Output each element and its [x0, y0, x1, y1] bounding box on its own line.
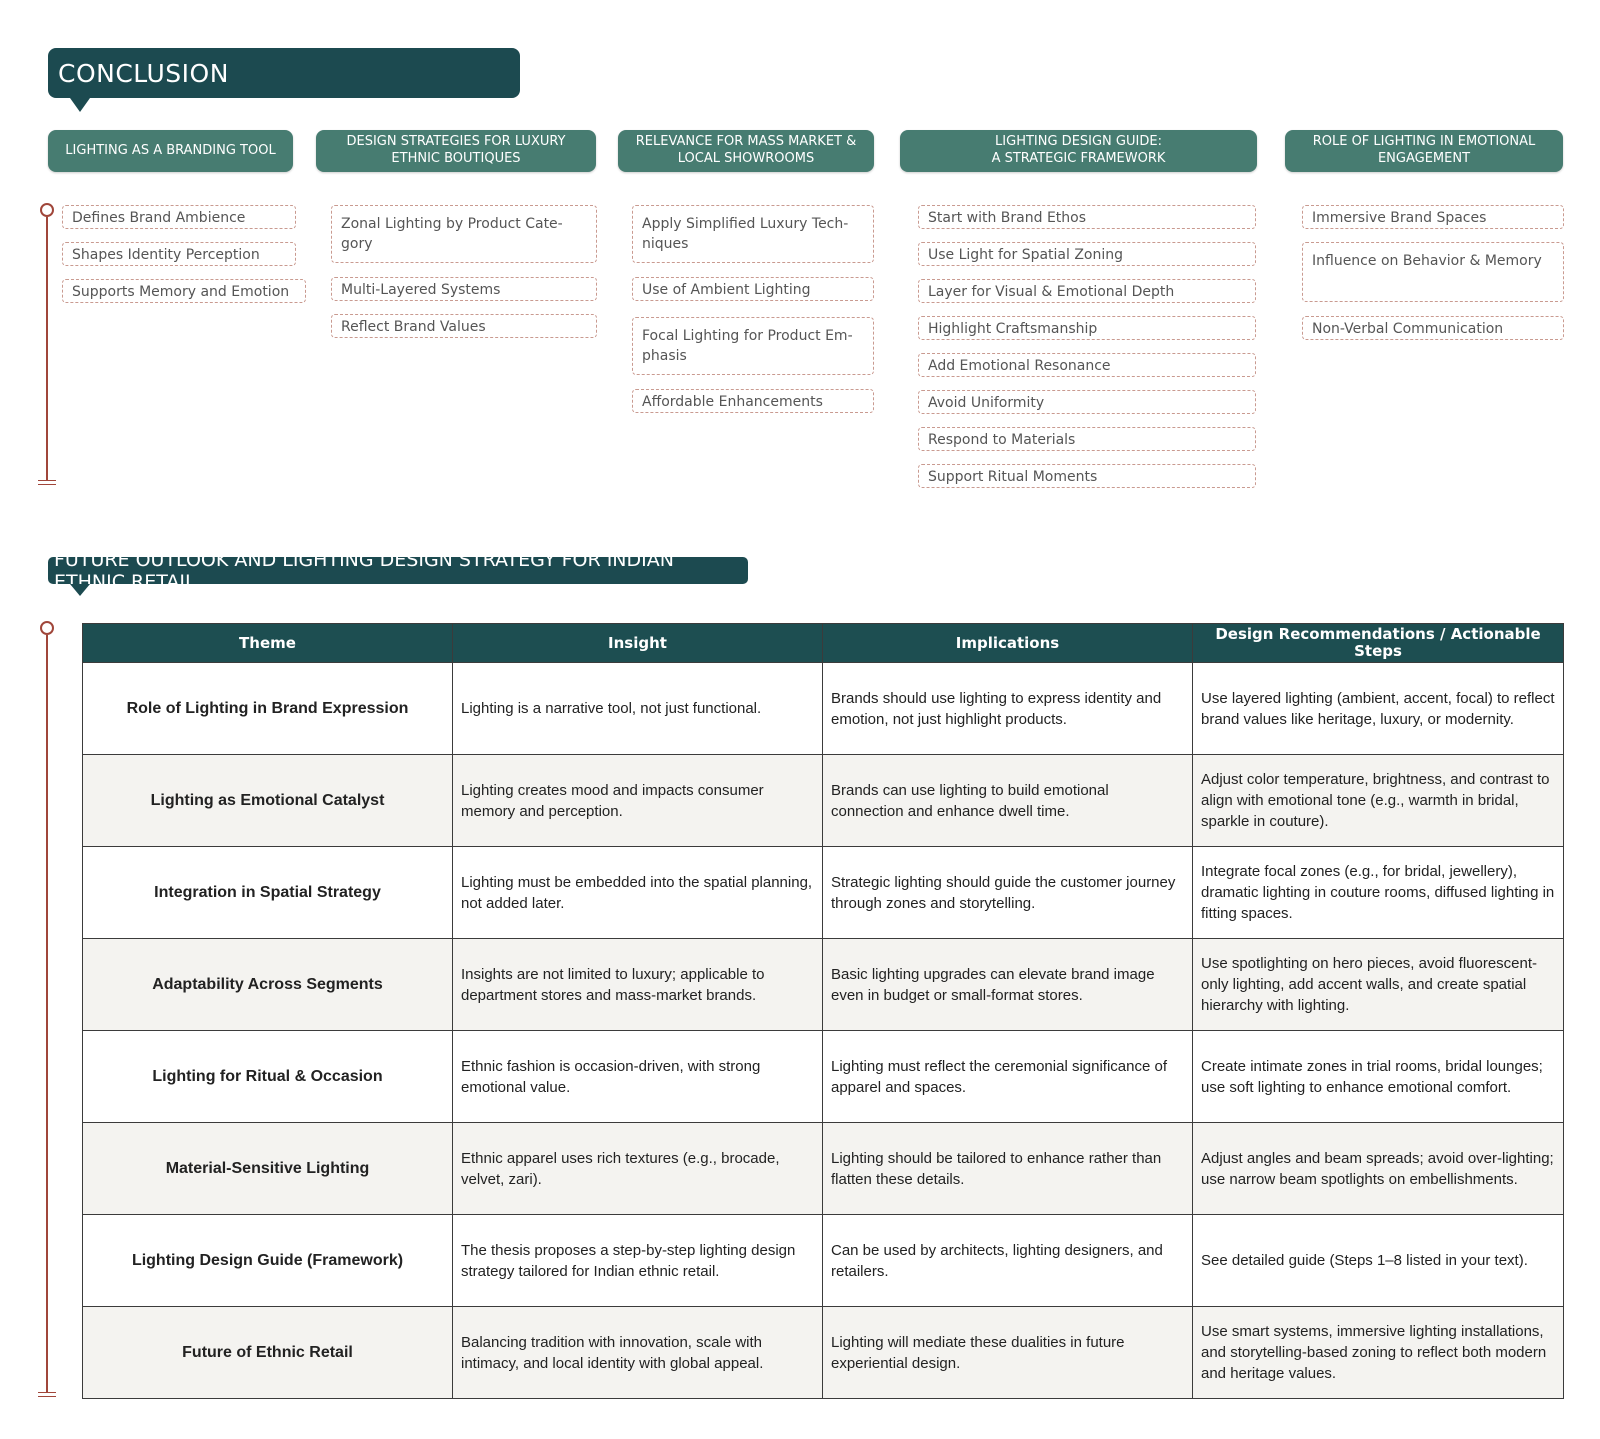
theme-cell: Material-Sensitive Lighting [83, 1123, 453, 1215]
insight-cell: Ethnic apparel uses rich textures (e.g., brocade, velvet, zari). [453, 1123, 823, 1215]
header-insight: Insight [453, 624, 823, 663]
insight-cell: Ethnic fashion is occasion-driven, with strong emotional value. [453, 1031, 823, 1123]
category-header: RELEVANCE FOR MASS MARKET & LOCAL SHOWROOMS [618, 130, 874, 172]
conclusion-point: Shapes Identity Perception [62, 242, 296, 266]
recommendations-cell: Integrate focal zones (e.g., for bridal, jewellery), dramatic lighting in couture rooms, diffused lighting in fitting spaces. [1193, 847, 1564, 939]
table-row [83, 1307, 1564, 1399]
insight-cell: Lighting creates mood and impacts consumer memory and perception. [453, 755, 823, 847]
insight-cell: Balancing tradition with innovation, scale with intimacy, and local identity with global appeal. [453, 1307, 823, 1399]
timeline-line [46, 635, 48, 1393]
implications-cell: Brands can use lighting to build emotional connection and enhance dwell time. [823, 755, 1193, 847]
conclusion-point: Supports Memory and Emotion [62, 279, 306, 303]
timeline-end-mark [38, 480, 56, 485]
recommendations-cell: See detailed guide (Steps 1–8 listed in your text). [1193, 1215, 1564, 1307]
theme-cell: Lighting Design Guide (Framework) [83, 1215, 453, 1307]
recommendations-cell: Adjust angles and beam spreads; avoid over-lighting; use narrow beam spotlights on embellishments. [1193, 1123, 1564, 1215]
timeline-start-dot [40, 621, 54, 635]
theme-cell: Lighting for Ritual & Occasion [83, 1031, 453, 1123]
timeline-end-mark [38, 1392, 56, 1397]
table-header-row [83, 624, 1564, 663]
implications-cell: Lighting will mediate these dualities in future experiential design. [823, 1307, 1193, 1399]
recommendations-cell: Use layered lighting (ambient, accent, focal) to reflect brand values like heritage, luxury, or modernity. [1193, 663, 1564, 755]
implications-cell: Can be used by architects, lighting designers, and retailers. [823, 1215, 1193, 1307]
future-outlook-title-text: FUTURE OUTLOOK AND LIGHTING DESIGN STRATEGY FOR INDIAN ETHNIC RETAIL [54, 548, 674, 593]
theme-cell: Integration in Spatial Strategy [83, 847, 453, 939]
conclusion-point: Layer for Visual & Emotional Depth [918, 279, 1256, 303]
table-row [83, 1123, 1564, 1215]
conclusion-point: Affordable Enhancements [632, 389, 874, 413]
conclusion-title-text: CONCLUSION [58, 58, 229, 88]
recommendations-cell: Use spotlighting on hero pieces, avoid fluorescent-only lighting, add accent walls, and create spatial hierarchy with lighting. [1193, 939, 1564, 1031]
table-row [83, 1215, 1564, 1307]
recommendations-cell: Create intimate zones in trial rooms, bridal lounges; use soft lighting to enhance emotional comfort. [1193, 1031, 1564, 1123]
conclusion-point: Avoid Uniformity [918, 390, 1256, 414]
conclusion-point: Influence on Behavior & Memory [1302, 242, 1564, 302]
conclusion-point: Add Emotional Resonance [918, 353, 1256, 377]
conclusion-point: Use of Ambient Lighting [632, 277, 874, 301]
table-row [83, 939, 1564, 1031]
future-strategy-table [82, 623, 1564, 1399]
recommendations-cell: Adjust color temperature, brightness, and contrast to align with emotional tone (e.g., warmth in bridal, sparkle in couture). [1193, 755, 1564, 847]
timeline-start-dot [40, 203, 54, 217]
conclusion-point: Defines Brand Ambience [62, 205, 296, 229]
timeline-line [46, 217, 48, 481]
implications-cell: Lighting must reflect the ceremonial significance of apparel and spaces. [823, 1031, 1193, 1123]
conclusion-point: Multi-Layered Systems [331, 277, 597, 301]
category-header: DESIGN STRATEGIES FOR LUXURY ETHNIC BOUTIQUES [316, 130, 596, 172]
table-row [83, 663, 1564, 755]
future-outlook-title [48, 548, 748, 593]
conclusion-point: Support Ritual Moments [918, 464, 1256, 488]
conclusion-point: Apply Simplified Luxury Tech- niques [632, 205, 874, 263]
header-recommendations: Design Recommendations / Actionable Steps [1193, 624, 1564, 663]
conclusion-point: Use Light for Spatial Zoning [918, 242, 1256, 266]
conclusion-point: Respond to Materials [918, 427, 1256, 451]
conclusion-point: Zonal Lighting by Product Cate- gory [331, 205, 597, 263]
insight-cell: Lighting is a narrative tool, not just functional. [453, 663, 823, 755]
conclusion-point: Reflect Brand Values [331, 314, 597, 338]
implications-cell: Brands should use lighting to express identity and emotion, not just highlight products. [823, 663, 1193, 755]
header-theme: Theme [83, 624, 453, 663]
conclusion-title [48, 48, 520, 98]
implications-cell: Strategic lighting should guide the customer journey through zones and storytelling. [823, 847, 1193, 939]
insight-cell: Insights are not limited to luxury; applicable to department stores and mass-market brands. [453, 939, 823, 1031]
conclusion-point: Non-Verbal Communication [1302, 316, 1564, 340]
conclusion-point: Focal Lighting for Product Em- phasis [632, 317, 874, 375]
header-implications: Implications [823, 624, 1193, 663]
insight-cell: Lighting must be embedded into the spatial planning, not added later. [453, 847, 823, 939]
table-row [83, 755, 1564, 847]
implications-cell: Lighting should be tailored to enhance rather than flatten these details. [823, 1123, 1193, 1215]
theme-cell: Role of Lighting in Brand Expression [83, 663, 453, 755]
theme-cell: Adaptability Across Segments [83, 939, 453, 1031]
conclusion-point: Highlight Craftsmanship [918, 316, 1256, 340]
insight-cell: The thesis proposes a step-by-step lighting design strategy tailored for Indian ethnic retail. [453, 1215, 823, 1307]
implications-cell: Basic lighting upgrades can elevate brand image even in budget or small-format stores. [823, 939, 1193, 1031]
recommendations-cell: Use smart systems, immersive lighting installations, and storytelling-based zoning to reflect both modern and heritage values. [1193, 1307, 1564, 1399]
table-row [83, 847, 1564, 939]
conclusion-point: Start with Brand Ethos [918, 205, 1256, 229]
category-header: ROLE OF LIGHTING IN EMOTIONAL ENGAGEMENT [1285, 130, 1563, 172]
category-header: LIGHTING AS A BRANDING TOOL [48, 130, 293, 172]
table-row [83, 1031, 1564, 1123]
conclusion-point: Immersive Brand Spaces [1302, 205, 1564, 229]
theme-cell: Future of Ethnic Retail [83, 1307, 453, 1399]
category-header: LIGHTING DESIGN GUIDE: A STRATEGIC FRAMEWORK [900, 130, 1257, 172]
theme-cell: Lighting as Emotional Catalyst [83, 755, 453, 847]
